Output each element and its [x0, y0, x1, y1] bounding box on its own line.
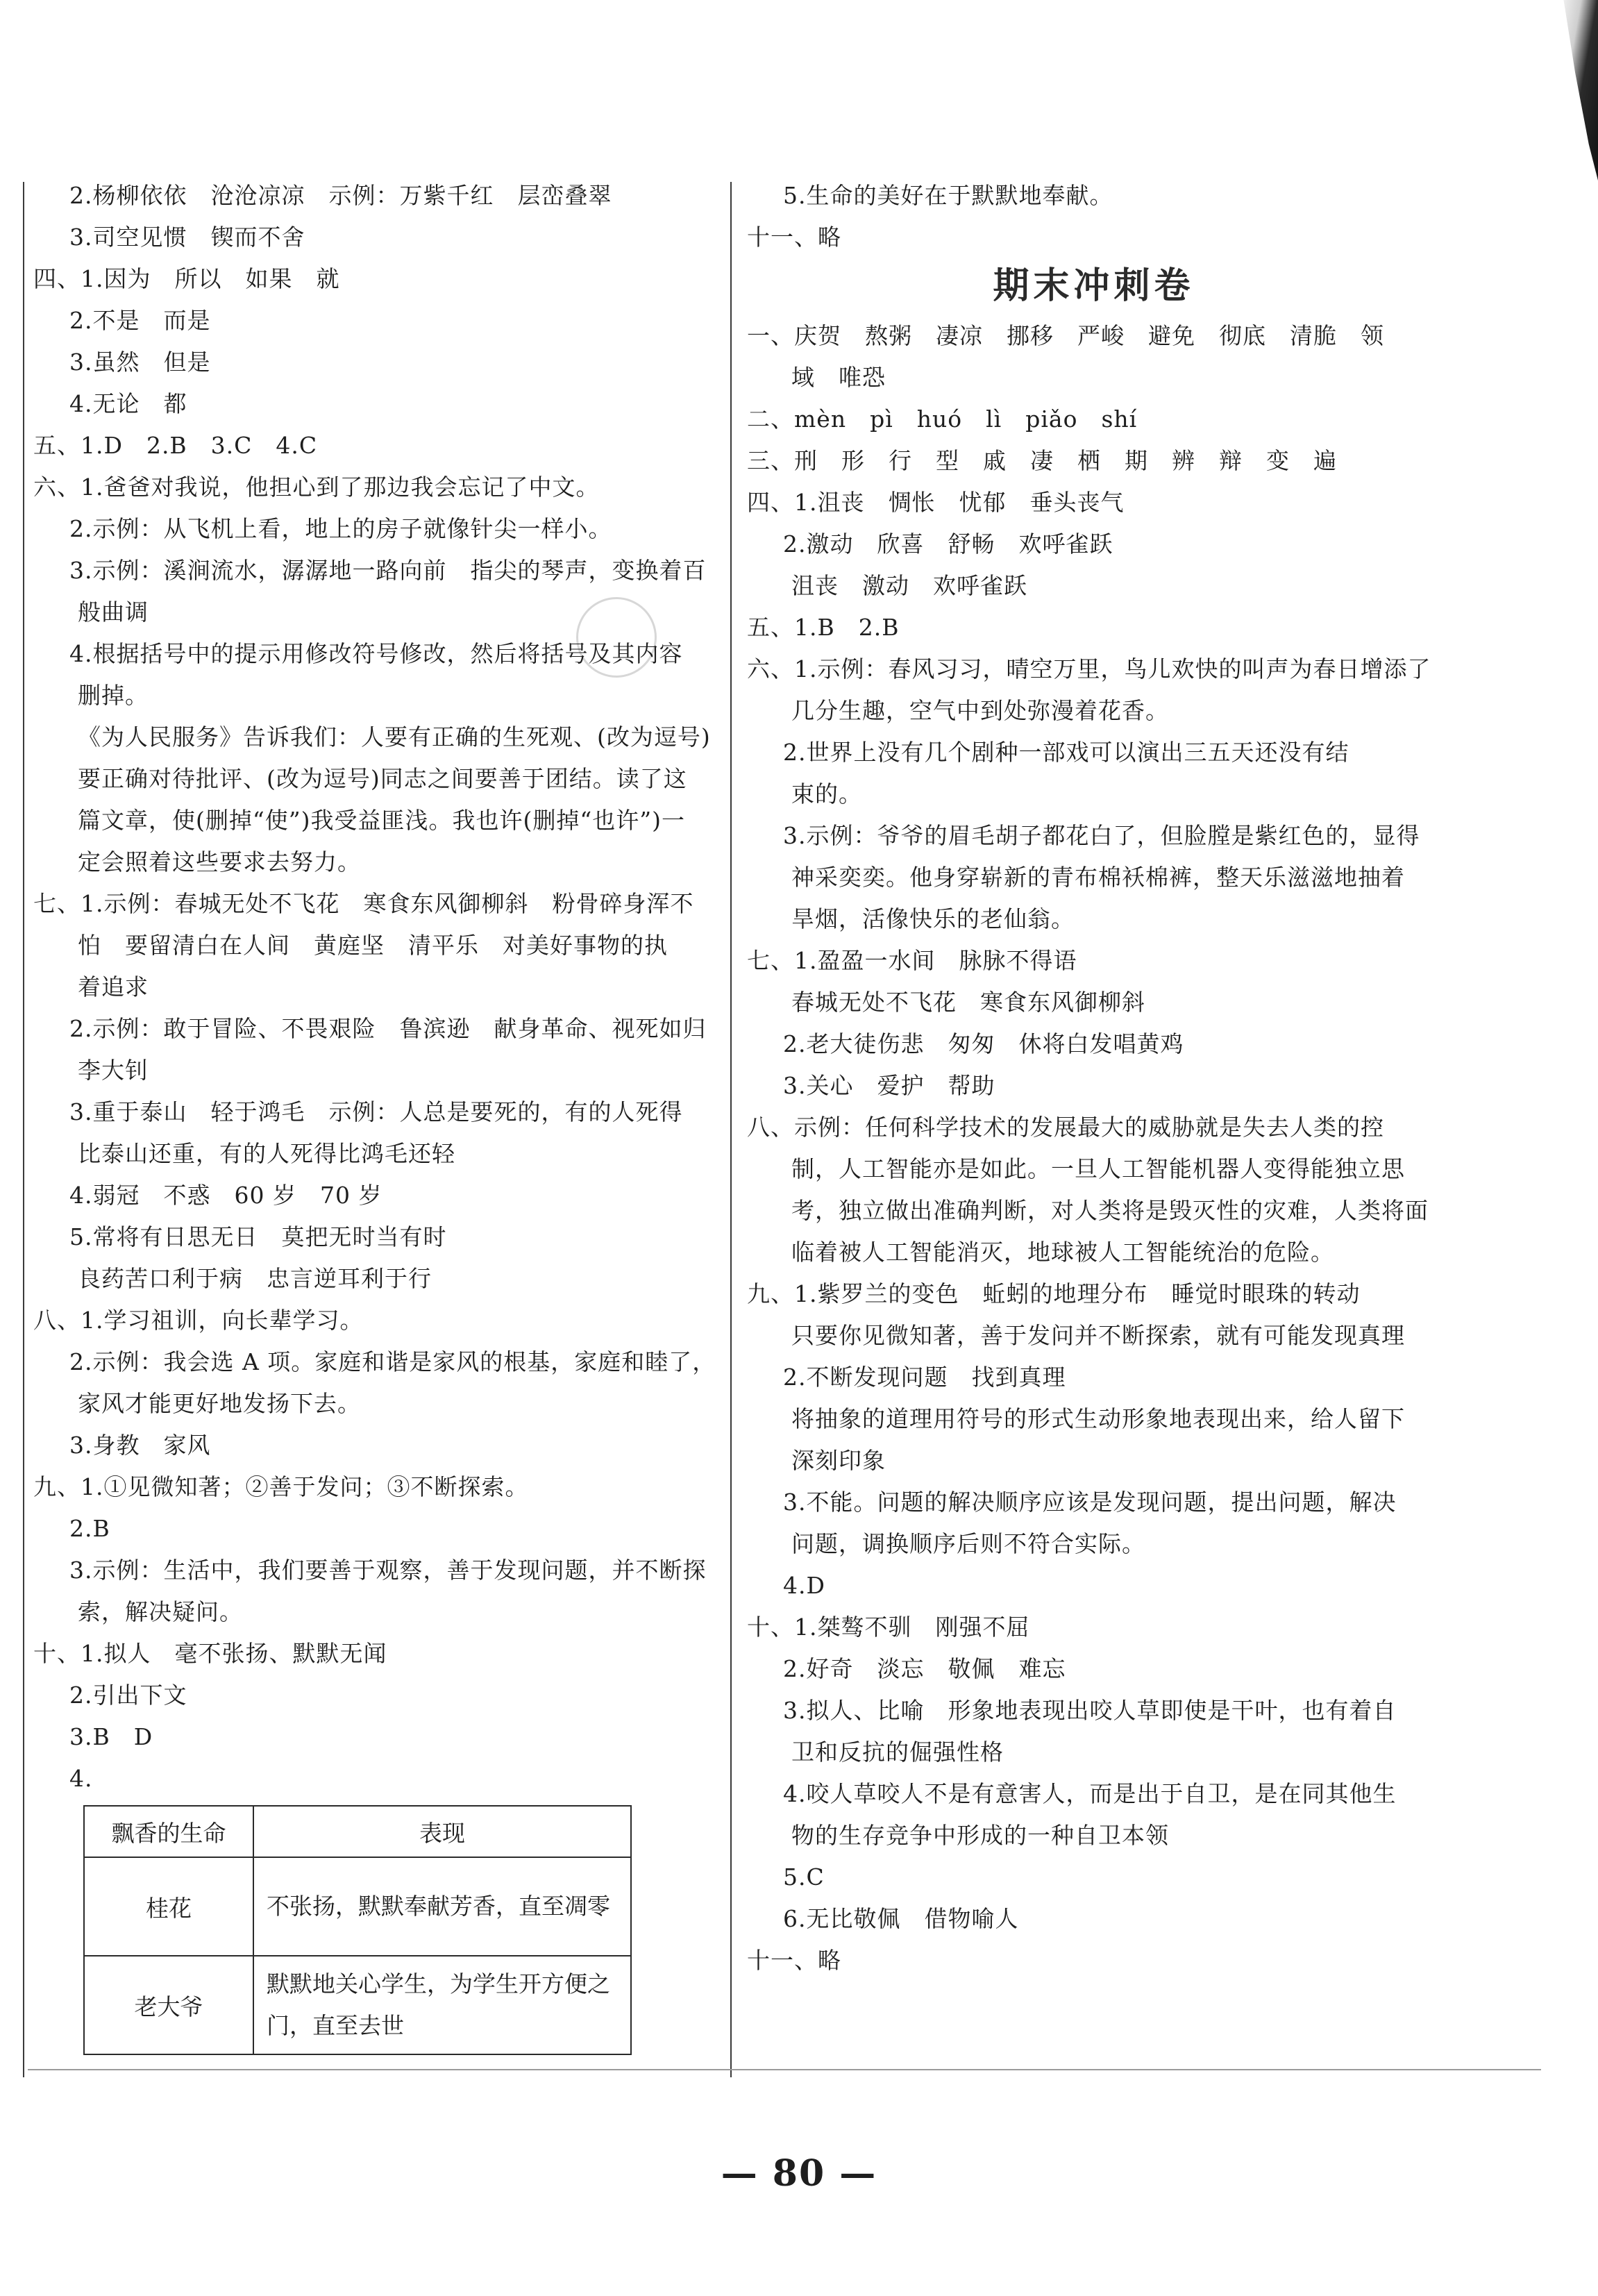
answer-line: 七、1.盈盈一水间 脉脉不得语 — [747, 947, 1077, 974]
answer-line: 4.弱冠 不惑 60 岁 70 岁 — [69, 1182, 382, 1209]
answer-line: 神采奕奕。他身穿崭新的青布棉袄棉裤，整天乐滋滋地抽着 — [791, 864, 1405, 891]
answer-line: 2.B — [69, 1515, 110, 1542]
bottom-rule — [28, 2069, 1541, 2070]
answer-line: 五、1.D 2.B 3.C 4.C — [33, 432, 318, 459]
answer-line: 般曲调 — [78, 598, 149, 626]
right-answer-lines — [741, 315, 1446, 1981]
answer-line: 3.示例：溪涧流水，潺潺地一路向前 指尖的琴声，变换着百 — [69, 557, 707, 584]
answer-line: 九、1.①见微知著；②善于发问；③不断探索。 — [33, 1473, 529, 1500]
answer-line: 2.示例：从飞机上看，地上的房子就像针尖一样小。 — [69, 515, 612, 542]
answer-line: 比泰山还重，有的人死得比鸿毛还轻 — [78, 1140, 455, 1167]
table-cell-key: 老大爷 — [84, 1956, 253, 2054]
answer-line: 束的。 — [791, 780, 862, 807]
answer-line: 3.拟人、比喻 形象地表现出咬人草即使是干叶，也有着自 — [783, 1697, 1397, 1724]
table-header-cell: 表现 — [253, 1806, 631, 1857]
table-row — [84, 1857, 631, 1956]
page-edge-shadow — [1522, 0, 1598, 181]
answer-line: 4. — [69, 1765, 93, 1792]
answer-line: 十一、略 — [747, 224, 841, 251]
answer-line: 怕 要留清白在人间 黄庭坚 清平乐 对美好事物的执 — [78, 932, 668, 959]
answer-line: 3.身教 家风 — [69, 1432, 211, 1459]
answer-line: 沮丧 激动 欢呼雀跃 — [791, 572, 1027, 599]
table-cell-key: 桂花 — [84, 1857, 253, 1956]
answer-line: 4.无论 都 — [69, 390, 187, 417]
answer-line: 五、1.B 2.B — [747, 614, 900, 641]
table-cell-value: 默默地关心学生，为学生开方便之门，直至去世 — [253, 1956, 631, 2054]
section-title: 期末冲刺卷 — [993, 265, 1195, 307]
answer-line: 3.关心 爱护 帮助 — [783, 1072, 995, 1099]
column-divider — [730, 182, 732, 2077]
answer-line: 旱烟，活像快乐的老仙翁。 — [791, 905, 1075, 932]
answer-line: 几分生趣，空气中到处弥漫着花香。 — [791, 697, 1169, 724]
answer-line: 2.示例：我会选 A 项。家庭和谐是家风的根基，家庭和睦了， — [69, 1348, 716, 1375]
answer-line: 2.示例：敢于冒险、不畏艰险 鲁滨逊 献身革命、视死如归 — [69, 1015, 707, 1042]
answer-line: 2.好奇 淡忘 敬佩 难忘 — [783, 1655, 1066, 1682]
answer-line: 物的生存竞争中形成的一种自卫本领 — [791, 1822, 1169, 1849]
answer-line: 制，人工智能亦是如此。一旦人工智能机器人变得能独立思 — [791, 1155, 1405, 1182]
table-row — [84, 1956, 631, 2054]
answer-line: 3.示例：生活中，我们要善于观察，善于发现问题，并不断探 — [69, 1557, 707, 1584]
answer-line: 定会照着这些要求去努力。 — [78, 848, 361, 875]
answer-line: 九、1.紫罗兰的变色 蚯蚓的地理分布 睡觉时眼珠的转动 — [747, 1280, 1361, 1307]
answer-line: 3.B D — [69, 1723, 153, 1750]
answer-line: 篇文章，使(删掉“使”)我受益匪浅。我也许(删掉“也许”)一 — [78, 807, 685, 834]
answer-line: 二、mèn pì huó lì piǎo shí — [747, 405, 1138, 433]
answer-line: 2.杨柳依依 沧沧凉凉 示例：万紫千红 层峦叠翠 — [69, 182, 612, 209]
answer-line: 卫和反抗的倔强性格 — [791, 1738, 1004, 1766]
answer-line: 李大钊 — [78, 1057, 149, 1084]
answer-line: 索，解决疑问。 — [78, 1598, 243, 1625]
answer-line: 删掉。 — [78, 682, 149, 709]
answer-line: 考，独立做出准确判断，对人类将是毁灭性的灾难，人类将面 — [791, 1197, 1429, 1224]
left-margin-rule — [23, 182, 24, 2077]
answer-line: 2.老大徒伤悲 匆匆 休将白发唱黄鸡 — [783, 1030, 1184, 1057]
answer-line: 3.不能。问题的解决顺序应该是发现问题，提出问题，解决 — [783, 1489, 1397, 1516]
answer-line: 春城无处不飞花 寒食东风御柳斜 — [791, 989, 1145, 1016]
answer-table — [83, 1805, 632, 2055]
answer-line: 家风才能更好地发扬下去。 — [78, 1390, 361, 1417]
answer-line: 6.无比敬佩 借物喻人 — [783, 1905, 1019, 1932]
answer-line: 3.虽然 但是 — [69, 349, 211, 376]
table-header-row — [84, 1806, 631, 1857]
left-answer-lines — [28, 175, 718, 1800]
answer-line: 十一、略 — [747, 1947, 841, 1974]
answer-line: 六、1.爸爸对我说，他担心到了那边我会忘记了中文。 — [33, 474, 600, 501]
answer-line: 十、1.桀骜不驯 刚强不屈 — [747, 1614, 1030, 1641]
answer-line: 十、1.拟人 毫不张扬、默默无闻 — [33, 1640, 387, 1667]
answer-line: 3.重于泰山 轻于鸿毛 示例：人总是要死的，有的人死得 — [69, 1098, 683, 1125]
answer-line: 六、1.示例：春风习习，晴空万里，鸟儿欢快的叫声为春日增添了 — [747, 655, 1431, 682]
answer-line: 八、示例：任何科学技术的发展最大的威胁就是失去人类的控 — [747, 1114, 1384, 1141]
table-header-cell: 飘香的生命 — [84, 1806, 253, 1857]
answer-line: 4.咬人草咬人不是有意害人，而是出于自卫，是在同其他生 — [783, 1780, 1397, 1807]
answer-line: 要正确对待批评、(改为逗号)同志之间要善于团结。读了这 — [78, 765, 687, 792]
right-column — [741, 175, 1446, 1981]
answer-line: 四、1.沮丧 惆怅 忧郁 垂头丧气 — [747, 489, 1125, 516]
answer-line: 2.不是 而是 — [69, 307, 211, 334]
answer-line: 良药苦口利于病 忠言逆耳利于行 — [78, 1265, 432, 1292]
answer-line: 3.示例：爷爷的眉毛胡子都花白了，但脸膛是紫红色的，显得 — [783, 822, 1420, 849]
answer-line: 临着被人工智能消灭，地球被人工智能统治的危险。 — [791, 1239, 1334, 1266]
page-number: — 80 — — [721, 2152, 877, 2195]
answer-line: 3.司空见惯 锲而不舍 — [69, 224, 305, 251]
answer-line: 5.生命的美好在于默默地奉献。 — [783, 182, 1113, 209]
answer-line: 八、1.学习祖训，向长辈学习。 — [33, 1307, 364, 1334]
answer-line: 5.常将有日思无日 莫把无时当有时 — [69, 1223, 447, 1250]
answer-line: 2.世界上没有几个剧种一部戏可以演出三五天还没有结 — [783, 739, 1349, 766]
answer-line: 只要你见微知著，善于发问并不断探索，就有可能发现真理 — [791, 1322, 1405, 1349]
answer-line: 4.根据括号中的提示用修改符号修改，然后将括号及其内容 — [69, 640, 683, 667]
answer-line: 5.C — [783, 1863, 825, 1891]
answer-line: 问题，调换顺序后则不符合实际。 — [791, 1530, 1145, 1557]
right-top-lines — [741, 175, 1446, 258]
left-column — [28, 175, 718, 2055]
answer-line: 4.D — [783, 1572, 825, 1599]
answer-line: 深刻印象 — [791, 1447, 886, 1474]
answer-line: 2.引出下文 — [69, 1682, 187, 1709]
answer-line: 域 唯恐 — [791, 364, 886, 391]
answer-line: 2.激动 欣喜 舒畅 欢呼雀跃 — [783, 530, 1113, 558]
answer-line: 2.不断发现问题 找到真理 — [783, 1364, 1066, 1391]
answer-line: 三、刑 形 行 型 戚 凄 栖 期 辨 辩 变 遍 — [747, 447, 1337, 474]
answer-line: 将抽象的道理用符号的形式生动形象地表现出来，给人留下 — [791, 1405, 1405, 1432]
table-cell-value: 不张扬，默默奉献芳香，直至凋零 — [253, 1857, 631, 1956]
answer-line: 四、1.因为 所以 如果 就 — [33, 265, 340, 292]
answer-line: 一、庆贺 熬粥 凄凉 挪移 严峻 避免 彻底 清脆 领 — [747, 322, 1384, 349]
answer-line: 《为人民服务》告诉我们：人要有正确的生死观、(改为逗号) — [78, 723, 711, 751]
answer-line: 七、1.示例：春城无处不飞花 寒食东风御柳斜 粉骨碎身浑不 — [33, 890, 694, 917]
answer-line: 着追求 — [78, 973, 149, 1000]
